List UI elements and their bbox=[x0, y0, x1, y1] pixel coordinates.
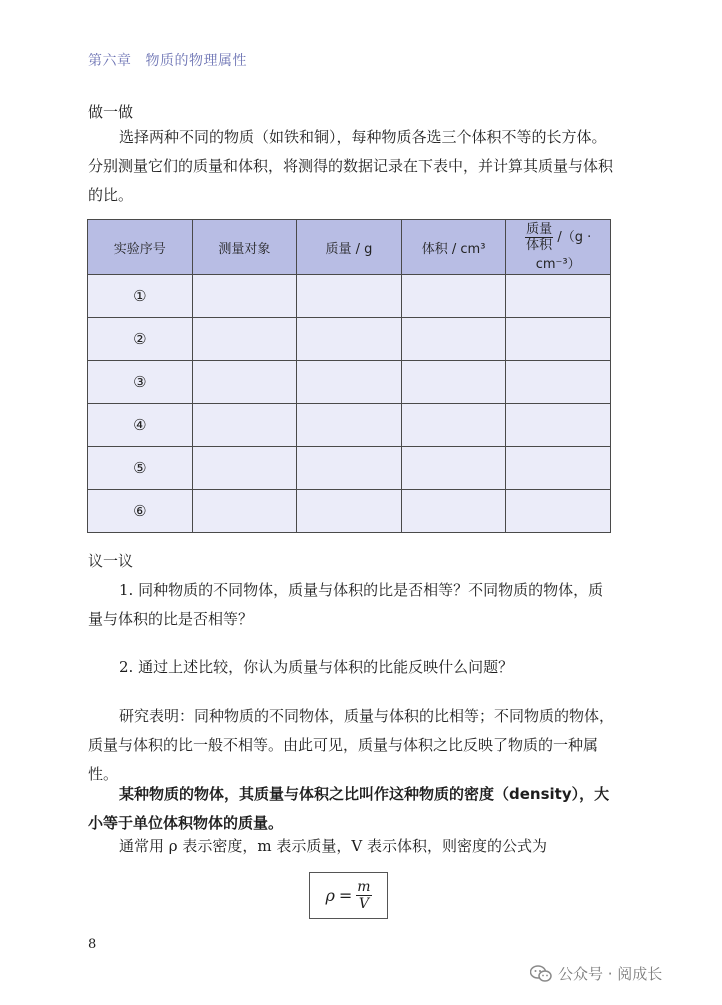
row-number: ① bbox=[88, 275, 193, 318]
cell-ratio[interactable] bbox=[506, 490, 611, 533]
row-number: ④ bbox=[88, 404, 193, 447]
table-header-row bbox=[88, 220, 611, 275]
measurement-table bbox=[87, 219, 611, 533]
ratio-denominator: 体积 bbox=[526, 238, 553, 253]
header-experiment-no: 实验序号 bbox=[88, 220, 193, 275]
cell-object[interactable] bbox=[192, 275, 297, 318]
header-ratio bbox=[506, 220, 611, 275]
cell-mass[interactable] bbox=[297, 404, 402, 447]
formula-rho: ρ bbox=[325, 886, 335, 905]
header-mass: 质量 / g bbox=[297, 220, 402, 275]
cell-object[interactable] bbox=[192, 318, 297, 361]
row-number: ⑤ bbox=[88, 447, 193, 490]
row-number: ② bbox=[88, 318, 193, 361]
cell-ratio[interactable] bbox=[506, 447, 611, 490]
ratio-fraction bbox=[525, 222, 553, 253]
formula-fraction bbox=[356, 879, 371, 912]
formula-numerator: m bbox=[357, 879, 371, 895]
cell-volume[interactable] bbox=[401, 490, 506, 533]
cell-ratio[interactable] bbox=[506, 275, 611, 318]
table-row bbox=[88, 275, 611, 318]
cell-mass[interactable] bbox=[297, 447, 402, 490]
cell-object[interactable] bbox=[192, 447, 297, 490]
chapter-header bbox=[88, 50, 247, 70]
page-number: 8 bbox=[88, 937, 97, 952]
table-row bbox=[88, 447, 611, 490]
chapter-title: 物质的物理属性 bbox=[145, 53, 247, 69]
cell-volume[interactable] bbox=[401, 361, 506, 404]
watermark bbox=[530, 963, 662, 984]
header-volume: 体积 / cm³ bbox=[401, 220, 506, 275]
row-number: ③ bbox=[88, 361, 193, 404]
ratio-unit: /（g · cm⁻³） bbox=[535, 230, 592, 272]
cell-volume[interactable] bbox=[401, 318, 506, 361]
cell-volume[interactable] bbox=[401, 404, 506, 447]
header-object: 测量对象 bbox=[192, 220, 297, 275]
cell-ratio[interactable] bbox=[506, 361, 611, 404]
cell-ratio[interactable] bbox=[506, 318, 611, 361]
formula-denominator: V bbox=[358, 896, 369, 912]
chapter-number: 第六章 bbox=[88, 53, 132, 69]
wechat-icon bbox=[530, 965, 552, 983]
table-row bbox=[88, 361, 611, 404]
ratio-numerator: 质量 bbox=[526, 222, 553, 237]
formula-intro: 通常用 ρ 表示密度，m 表示质量，V 表示体积，则密度的公式为 bbox=[119, 837, 547, 855]
discussion-question-2: 2. 通过上述比较，你认为质量与体积的比能反映什么问题？ bbox=[119, 658, 514, 676]
cell-object[interactable] bbox=[192, 490, 297, 533]
density-definition: 某种物质的物体，其质量与体积之比叫作这种物质的密度（density），大小等于单位体积物体的质量。 bbox=[88, 785, 610, 832]
watermark-text: 公众号 · 阅成长 bbox=[558, 965, 663, 983]
cell-volume[interactable] bbox=[401, 275, 506, 318]
table-row bbox=[88, 404, 611, 447]
discussion-heading: 议一议 bbox=[88, 552, 134, 570]
conclusion-paragraph: 研究表明：同种物质的不同物体，质量与体积的比相等；不同物质的物体，质量与体积的比一般不相等。由此可见，质量与体积之比反映了物质的一种属性。 bbox=[88, 707, 615, 783]
density-formula bbox=[309, 872, 388, 919]
cell-ratio[interactable] bbox=[506, 404, 611, 447]
formula-equals: = bbox=[338, 886, 353, 905]
cell-object[interactable] bbox=[192, 361, 297, 404]
discussion-question-1: 1. 同种物质的不同物体，质量与体积的比是否相等？不同物质的物体，质量与体积的比是否相等？ bbox=[88, 581, 604, 628]
table-row bbox=[88, 318, 611, 361]
activity-text: 选择两种不同的物质（如铁和铜），每种物质各选三个体积不等的长方体。分别测量它们的质量和体积，将测得的数据记录在下表中，并计算其质量与体积的比。 bbox=[88, 128, 614, 204]
cell-mass[interactable] bbox=[297, 275, 402, 318]
activity-heading: 做一做 bbox=[88, 103, 134, 121]
cell-mass[interactable] bbox=[297, 490, 402, 533]
cell-mass[interactable] bbox=[297, 318, 402, 361]
table-row bbox=[88, 490, 611, 533]
cell-object[interactable] bbox=[192, 404, 297, 447]
row-number: ⑥ bbox=[88, 490, 193, 533]
cell-volume[interactable] bbox=[401, 447, 506, 490]
cell-mass[interactable] bbox=[297, 361, 402, 404]
